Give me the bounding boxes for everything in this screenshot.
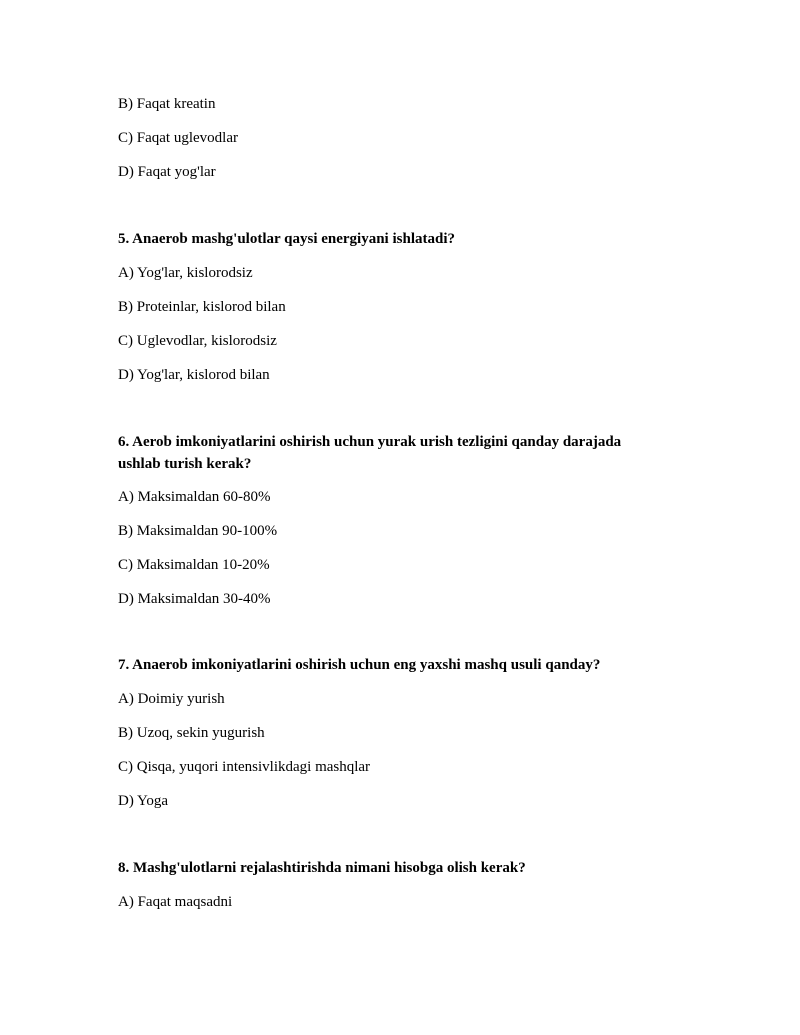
question-7: 7. Anaerob imkoniyatlarini oshirish uchun eng yaxshi mashq usuli qanday?	[118, 657, 601, 673]
q7-option-b: B) Uzoq, sekin yugurish	[118, 725, 265, 741]
q6-option-b: B) Maksimaldan 90-100%	[118, 523, 278, 539]
option-c: C) Faqat uglevodlar	[118, 130, 238, 146]
q6-option-d: D) Maksimaldan 30-40%	[118, 591, 271, 607]
option-d: D) Faqat yog'lar	[118, 164, 216, 180]
q8-option-a: A) Faqat maqsadni	[118, 894, 233, 910]
q7-option-c: C) Qisqa, yuqori intensivlikdagi mashqlar	[118, 759, 371, 775]
q5-option-b: B) Proteinlar, kislorod bilan	[118, 299, 286, 315]
question-5: 5. Anaerob mashg'ulotlar qaysi energiyani ishlatadi?	[118, 231, 455, 247]
q6-option-c: C) Maksimaldan 10-20%	[118, 557, 270, 573]
question-6-line2: ushlab turish kerak?	[118, 456, 252, 472]
q5-option-c: C) Uglevodlar, kislorodsiz	[118, 333, 277, 349]
question-6-line1: 6. Aerob imkoniyatlarini oshirish uchun yurak urish tezligini qanday darajada	[118, 434, 622, 450]
q5-option-d: D) Yog'lar, kislorod bilan	[118, 367, 270, 383]
question-8: 8. Mashg'ulotlarni rejalashtirishda nimani hisobga olish kerak?	[118, 860, 526, 876]
option-b: B) Faqat kreatin	[118, 96, 216, 112]
q7-option-d: D) Yoga	[118, 793, 169, 809]
q7-option-a: A) Doimiy yurish	[118, 691, 225, 707]
q5-option-a: A) Yog'lar, kislorodsiz	[118, 265, 253, 281]
q6-option-a: A) Maksimaldan 60-80%	[118, 489, 271, 505]
